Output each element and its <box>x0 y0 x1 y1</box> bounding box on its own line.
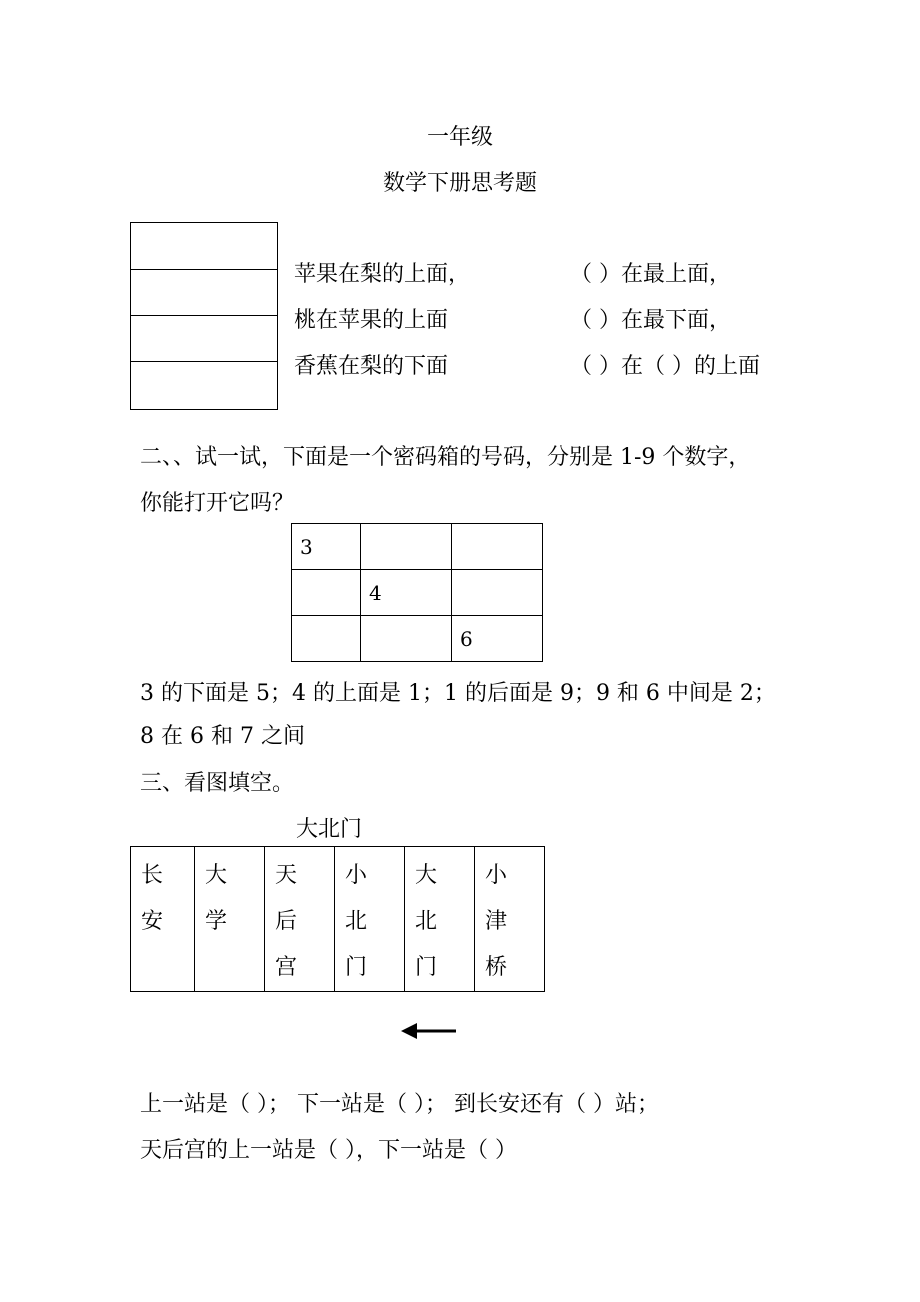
station-char: 北 <box>345 909 368 934</box>
station-char: 长 <box>141 863 164 888</box>
station-char: 小 <box>345 863 368 888</box>
station-cell <box>335 847 405 992</box>
station-char: 大 <box>205 863 228 888</box>
grid-cell <box>292 616 361 662</box>
stacking-boxes <box>130 222 278 410</box>
stack-box <box>131 269 277 315</box>
station-char: 津 <box>485 909 508 934</box>
grid-cell <box>361 616 452 662</box>
grid-cell: 3 <box>292 524 361 570</box>
grid-cell <box>452 524 543 570</box>
fill-question: 天后宫的上一站是（ ），下一站是（ ） <box>140 1138 517 1163</box>
clue-line: 8 在 6 和 7 之间 <box>140 724 305 749</box>
grid-cell <box>452 570 543 616</box>
station-char: 天 <box>275 863 298 888</box>
station-char: 门 <box>415 955 438 980</box>
station-cell <box>131 847 195 992</box>
answer-blank-line: （ ）在（ ）的上面 <box>570 354 760 379</box>
section3-heading: 三、看图填空。 <box>140 771 295 796</box>
section2-question-cont: 你能打开它吗？ <box>140 491 295 516</box>
grid-cell: 6 <box>452 616 543 662</box>
condition-line: 苹果在梨的上面， <box>294 262 471 287</box>
fill-question: 上一站是（ ）； 下一站是（ ）； 到长安还有（ ）站； <box>140 1092 659 1117</box>
condition-line: 香蕉在梨的下面 <box>294 354 449 379</box>
answer-blank-line: （ ）在最下面， <box>570 308 731 333</box>
stack-box <box>131 223 277 269</box>
clue-line: 3 的下面是 5；4 的上面是 1；1 的后面是 9；9 和 6 中间是 2； <box>140 681 776 706</box>
answer-blank-line: （ ）在最上面， <box>570 262 731 287</box>
station-cell <box>475 847 545 992</box>
station-char: 小 <box>485 863 508 888</box>
station-cell <box>405 847 475 992</box>
section2-question: 二、、试一试，下面是一个密码箱的号码，分别是 1-9 个数字， <box>140 445 751 470</box>
password-grid <box>291 523 543 662</box>
stack-box <box>131 315 277 361</box>
stack-box <box>131 361 277 407</box>
grid-cell: 4 <box>361 570 452 616</box>
page-subtitle: 数学下册思考题 <box>382 171 537 196</box>
station-char: 大 <box>415 863 438 888</box>
station-cell <box>195 847 265 992</box>
station-table <box>130 846 545 992</box>
station-cell <box>265 847 335 992</box>
station-char: 宫 <box>275 955 298 980</box>
station-char: 门 <box>345 955 368 980</box>
station-char: 安 <box>141 909 164 934</box>
grid-cell <box>361 524 452 570</box>
current-station-label: 大北门 <box>296 817 363 842</box>
grid-cell <box>292 570 361 616</box>
station-char: 北 <box>415 909 438 934</box>
page-title: 一年级 <box>426 125 493 150</box>
left-arrow-icon <box>400 1020 458 1048</box>
station-char: 桥 <box>485 955 508 980</box>
station-char: 学 <box>205 909 228 934</box>
condition-line: 桃在苹果的上面 <box>294 308 449 333</box>
station-char: 后 <box>275 909 298 934</box>
